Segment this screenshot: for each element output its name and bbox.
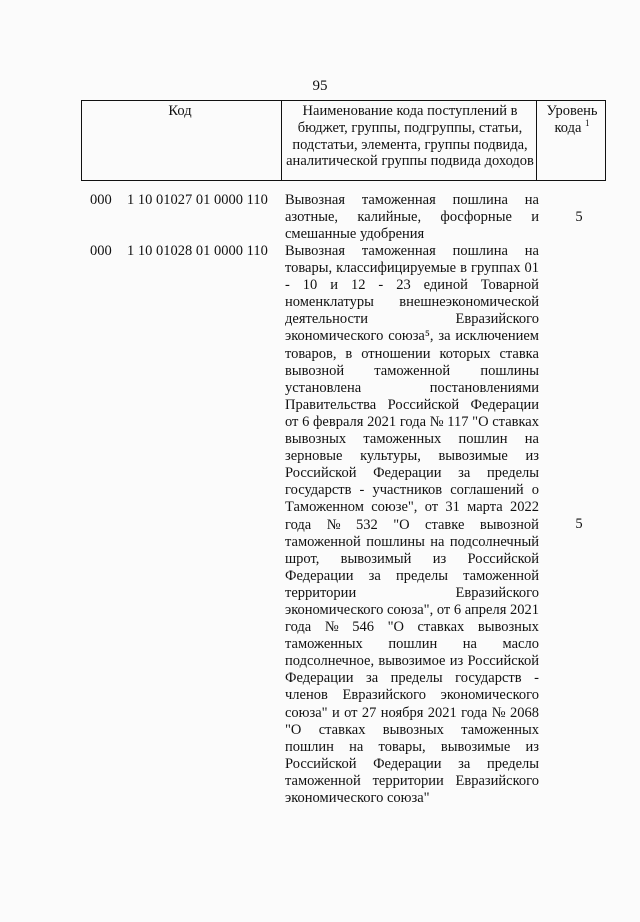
header-level [540, 103, 604, 137]
header-level-line: Уровень [546, 103, 598, 119]
description-line: таможенной территории Евразийского [285, 772, 539, 789]
description-line: экономического союза" [285, 790, 430, 806]
description-line: установлена постановлениями [285, 379, 539, 396]
description-line: вывозных таможенных пошлин на [285, 431, 539, 448]
description-line: номенклатуры внешнеэкономической [285, 294, 539, 311]
row-level: 5 [575, 209, 583, 225]
footnote-mark: 1 [585, 117, 590, 128]
description-line: членов Евразийского экономического [285, 687, 539, 704]
description-line: Правительства Российской Федерации [285, 396, 539, 413]
description-line: территории Евразийского [285, 584, 539, 601]
description-line: деятельности Евразийского [285, 311, 539, 328]
row-level: 5 [575, 516, 583, 532]
description-line: шрот, вывозимый из Российской [285, 550, 539, 567]
header-name-line: Наименование кода поступлений в [302, 103, 518, 119]
table-header [81, 100, 606, 181]
description-line: года № 532 "О ставке вывозной [285, 516, 539, 533]
budget-code: 1 10 01028 01 0000 110 [127, 243, 268, 259]
description-line: товары, классифицируемые в группах 01 [285, 260, 539, 277]
description-line: экономического союза⁵, за исключением [285, 328, 539, 345]
description-line: товаров, в отношении которых ставка [285, 345, 539, 362]
description-line: Российской Федерации за пределы [285, 465, 539, 482]
description-line: от 6 февраля 2021 года № 117 "О ставках [285, 413, 539, 430]
description-line: года № 546 "О ставках вывозных [285, 619, 539, 636]
description-line: Федерации за пределы государств - [285, 670, 539, 687]
description-line: таможенных пошлин на масло [285, 636, 539, 653]
header-name-line: подстатьи, элемента, группы подвида, [292, 136, 528, 153]
row-description [285, 243, 539, 807]
row-description [285, 192, 539, 243]
description-line: - 10 и 12 - 23 единой Товарной [285, 277, 539, 294]
description-line: вывозной таможенной пошлины [285, 362, 539, 379]
description-line: Вывозная таможенная пошлина на [285, 192, 539, 208]
admin-code: 000 [90, 243, 112, 259]
header-name-line: аналитической группы подвида доходов [286, 153, 534, 170]
description-line: Федерации за пределы таможенной [285, 567, 539, 584]
description-line: государств - участников соглашений о [285, 482, 539, 499]
budget-code: 1 10 01027 01 0000 110 [127, 192, 268, 208]
header-name-line: бюджет, группы, подгруппы, статьи, [297, 119, 523, 136]
header-name [285, 103, 535, 170]
admin-code: 000 [90, 192, 112, 208]
description-line: зерновые культуры, вывозимые из [285, 448, 539, 465]
page-number: 95 [312, 78, 328, 94]
description-line: "О ставках вывозных таможенных [285, 721, 539, 738]
description-line: смешанные удобрения [285, 226, 425, 243]
header-code: Код [168, 103, 192, 119]
description-line: Таможенном союзе", от 31 марта 2022 [285, 499, 539, 516]
header-level-line: кода $^1$ [554, 117, 590, 136]
description-line: экономического союза", от 6 апреля 2021 [285, 601, 539, 618]
description-line: Вывозная таможенная пошлина на [285, 243, 539, 259]
description-line: союза" и от 27 ноября 2021 года № 2068 [285, 704, 539, 721]
description-line: таможенной пошлины на подсолнечный [285, 533, 539, 550]
description-line: пошлин на товары, вывозимые из [285, 738, 539, 755]
description-line: Российской Федерации за пределы [285, 755, 539, 772]
description-line: азотные, калийные, фосфорные и [285, 209, 539, 226]
description-line: подсолнечное, вывозимое из Российской [285, 653, 539, 670]
